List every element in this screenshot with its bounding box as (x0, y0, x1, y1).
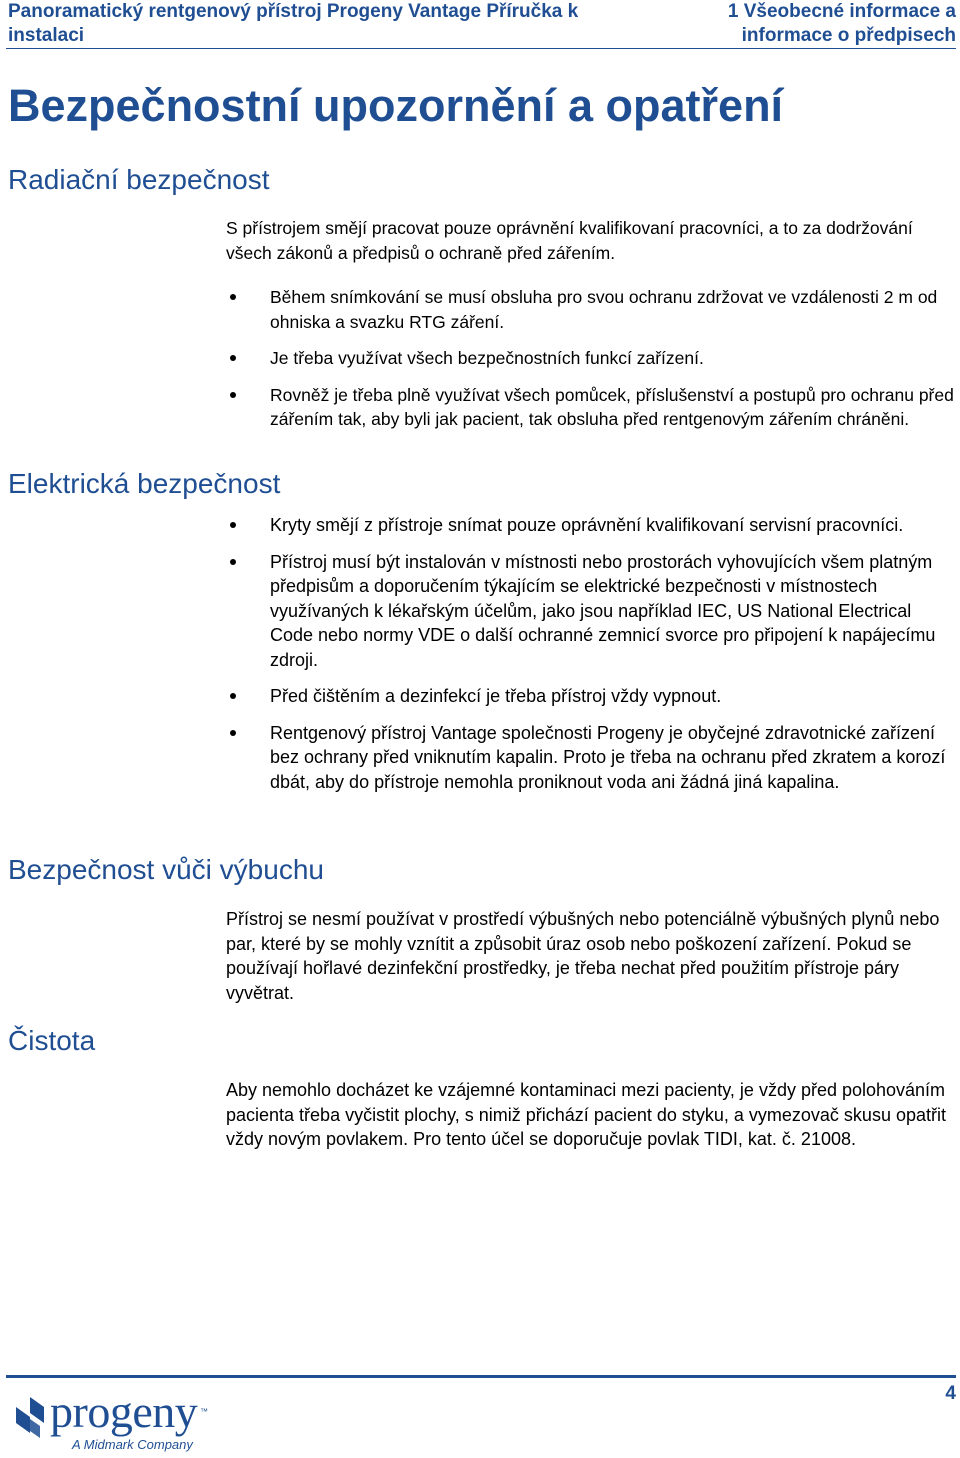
electrical-bullet-list (226, 513, 956, 794)
list-item: Kryty smějí z přístroje snímat pouze oprávnění kvalifikovaní servisní pracovníci. (226, 513, 956, 538)
progeny-logo-icon (10, 1393, 50, 1449)
progeny-logo (10, 1386, 220, 1455)
header-document-title: Panoramatický rentgenový přístroj Progeny Vantage Příručka k instalaci (8, 1, 579, 46)
section-heading-cleaning: Čistota (8, 1025, 96, 1056)
logo-trademark: ™ (200, 1407, 208, 1416)
list-item: Přístroj musí být instalován v místnosti nebo prostorách vyhovujících všem platným předpisům a doporučením týkajícím se elektrické bezpečnosti v místnostech využívaných k lékařským účelům, jako jsou například IEC, US National Electrical Code nebo normy VDE o další ochranné zemnicí svorce pro připojení k napájecímu zdroji. (226, 550, 956, 673)
radiation-intro: S přístrojem smějí pracovat pouze oprávnění kvalifikovaní pracovníci, a to za dodržování všech zákonů a předpisů o ochraně před zářením. (226, 218, 913, 263)
list-item: Před čištěním a dezinfekcí je třeba přístroj vždy vypnout. (226, 684, 956, 709)
list-item: Rovněž je třeba plně využívat všech pomůcek, příslušenství a postupů pro ochranu před zářením tak, aby byli jak pacient, tak obsluha před rentgenovým zářením chráněni. (226, 383, 956, 432)
bullet-icon (230, 392, 236, 398)
bullet-icon (230, 730, 236, 736)
section-heading-electrical: Elektrická bezpečnost (8, 468, 281, 499)
logo-tagline: A Midmark Company (72, 1437, 193, 1452)
page-number: 4 (945, 1383, 956, 1404)
explosion-text: Přístroj se nesmí používat v prostředí výbušných nebo potenciálně výbušných plynů nebo par, které by se mohly vznítit a způsobit úraz osob nebo poškození zařízení. Pokud se používají hořlavé dezinfekční prostředky, je třeba nechat před použitím přístroje páry vyvětrat. (226, 909, 940, 1003)
bullet-icon (230, 522, 236, 528)
footer-divider (6, 1375, 956, 1378)
bullet-icon (230, 693, 236, 699)
section-heading-explosion: Bezpečnost vůči výbuchu (8, 854, 324, 885)
page-title: Bezpečnostní upozornění a opatření (8, 80, 784, 131)
header-chapter-title: 1 Všeobecné informace a informace o předpisech (727, 1, 956, 46)
list-item: Během snímkování se musí obsluha pro svou ochranu zdržovat ve vzdálenosti 2 m od ohniska a svazku RTG záření. (226, 285, 956, 334)
logo-wordmark: progeny (50, 1386, 198, 1437)
list-item: Rentgenový přístroj Vantage společnosti Progeny je obyčejné zdravotnické zařízení bez ochrany před vniknutím kapalin. Proto je třeba na ochranu před zkratem a korozí dbát, aby do přístroje nemohla proniknout voda ani žádná jiná kapalina. (226, 721, 956, 795)
bullet-icon (230, 559, 236, 565)
cleaning-text: Aby nemohlo docházet ke vzájemné kontaminaci mezi pacienty, je vždy před polohováním pacienta třeba vyčistit plochy, s nimiž přichází pacient do styku, a vymezovač skusu opatřit vždy novým povlakem. Pro tento účel se doporučuje povlak TIDI, kat. č. 21008. (226, 1080, 946, 1149)
bullet-icon (230, 355, 236, 361)
section-heading-radiation: Radiační bezpečnost (8, 164, 270, 195)
header-divider (6, 48, 956, 49)
radiation-bullet-list (226, 285, 956, 432)
list-item: Je třeba využívat všech bezpečnostních funkcí zařízení. (226, 346, 956, 371)
bullet-icon (230, 294, 236, 300)
